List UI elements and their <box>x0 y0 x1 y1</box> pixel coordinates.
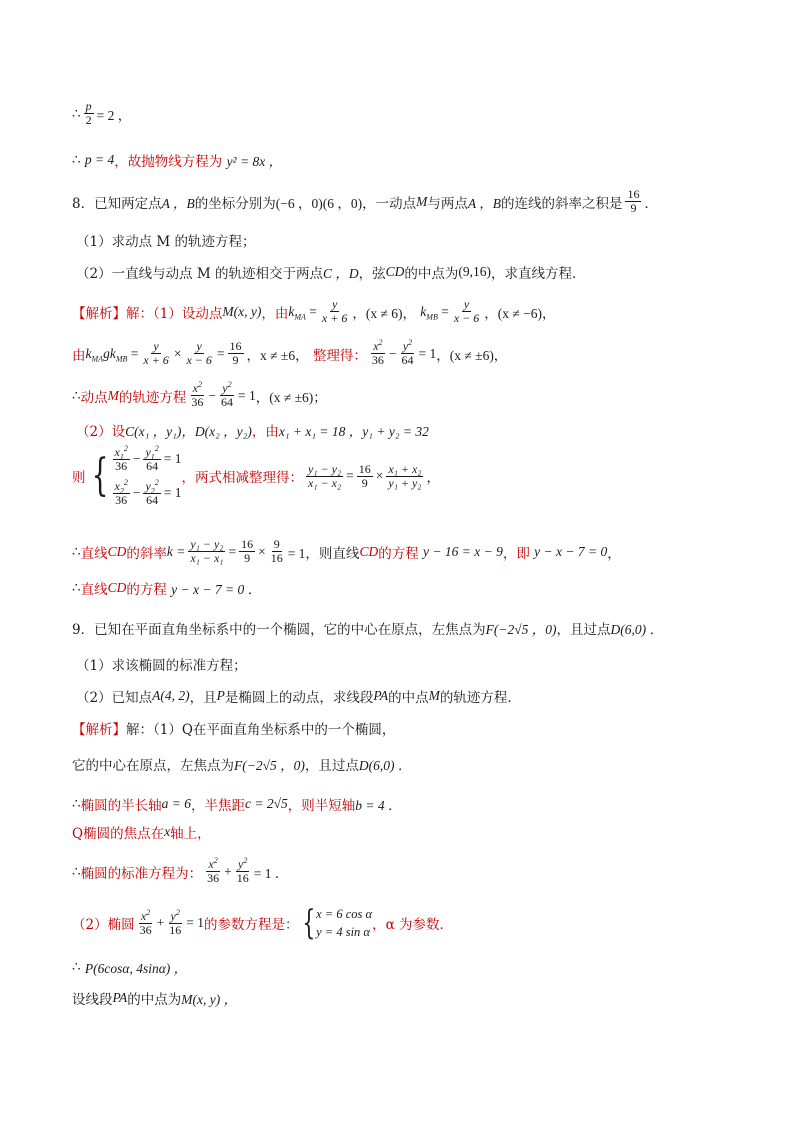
solution-tag: 【解析】 <box>72 305 126 322</box>
fraction-p-over-2: $\frac{p}{2}$ <box>85 99 92 127</box>
q9-solution-line-1: 【解析】 解：（1）Q在平面直角坐标系中的一个椭圆， <box>72 718 395 738</box>
q9-solution-line-7: ∴ P(6cosα, 4sinα) ， <box>72 959 188 976</box>
q9-solution-line-6: （2）椭圆 $\frac{x^2}{36}$ + $\frac{y^2}{16}$ = 1 的参数方程是： { x = 6 cos α y = 4 sin α ，α 为参数． <box>72 903 453 943</box>
q9-solution-line-4: Q椭圆的焦点在 x 轴上， <box>72 824 211 842</box>
solution-tag: 【解析】 <box>72 722 126 738</box>
q8-part1: （1）求动点 M 的轨迹方程； <box>76 234 256 250</box>
points-ab: A ，B <box>161 195 195 211</box>
q8-stem: 8．已知两定点 A ，B 的坐标分别为 (−6 ，0)(6 ，0) ，一动点 M 与两点 A ，B 的连线的斜率之积是 $\frac{16}{9}$ ． <box>72 187 658 215</box>
q8-solution-line-5: 则 { $\frac{x_1^2}{36}$ − $\frac{y_1^2}{64}$ = 1 $\frac{x_2^2}{36}$ − $\frac{y_2^2}{64}$ = 1 ，两式相减整理得： $\frac{\text{y₁ − y₂}}{\text{x₁ − x₂}}$ = $\frac{16}{9}$ × $\frac{\text{x₁ + x₂}}{\text{y₁ + y₂}}$ ， <box>72 443 440 507</box>
q8-stem-text: 与两点 <box>427 195 468 212</box>
coordinates: (−6 ，0)(6 ，0) <box>275 195 363 211</box>
q9-solution-line-8: 设线段 PA 的中点为 M(x, y) ， <box>72 990 238 1008</box>
q8-solution-line-3: ∴ 动点 M 的轨迹方程 $\frac{x^2}{36}$ − $\frac{y^2}{64}$ = 1 ，(x ≠ ±6)； <box>72 380 327 409</box>
q8-solution-line-6: ∴ 直线 CD 的斜率 k = $\frac{\text{y₁ − y₂}}{\text{x₁ − x₁}}$ = $\frac{16}{9}$ × $\frac{9}{16}$ = 1，则直线 CD 的方程 y − 16 = x − 9 ，即 y − x − 7 = 0 ， <box>72 537 621 565</box>
p-value: p = 4 <box>84 152 115 167</box>
q8-stem-text: ，一动点 <box>362 195 417 212</box>
slope-product-fraction: $\frac{16}{9}$ <box>627 187 640 215</box>
points-ab: A ，B <box>467 195 501 211</box>
sol7-line-1 <box>72 100 131 127</box>
q8-stem-text: 的连线的斜率之积是 <box>500 195 623 212</box>
q9-solution-line-2: 它的中心在原点，左焦点为 F(−2√5 ，0) ，且过点 D(6,0) ． <box>72 758 412 774</box>
equation-system: { $\frac{x_1^2}{36}$ − $\frac{y_1^2}{64}$ = 1 $\frac{x_2^2}{36}$ − $\frac{y_2^2}{64}$ = 1 <box>91 443 182 507</box>
q8-solution-line-1: 【解析】 解：（1）设动点 M(x, y) ，由 $k_{MA}$ = $\frac{y}{x + 6}$ ，(x ≠ 6)， $k_{MB}$ = $\frac{y}{x - 6}$ ，(x ≠ −6)， <box>72 297 556 325</box>
q8-solution-line-2: 由 $k_{MA}$ g $k_{MB}$ = $\frac{y}{x + 6}$ × $\frac{y}{x - 6}$ = $\frac{16}{9}$ ，x ≠ ±6， 整理得： $\frac{x^2}{36}$ − $\frac{y^2}{64}$ = 1 ，(x ≠ ±6)， <box>72 338 508 367</box>
q9-part1: （1）求该椭圆的标准方程； <box>76 658 247 674</box>
q8-stem-text: 8．已知两定点 <box>72 195 162 212</box>
q8-part2: （2）一直线与动点 M 的轨迹相交于两点 C ，D ，弦 CD 的中点为 (9,16) ，求直线方程． <box>76 264 586 282</box>
q9-solution-line-3: ∴ 椭圆的半长轴 a = 6 ，半焦距 c = 2√5 ，则半短轴 b = 4 ． <box>72 796 402 814</box>
point-m: M <box>416 193 428 209</box>
equation-rhs: = 2 ， <box>96 107 132 123</box>
q9-part2: （2）已知点 A(4, 2) ，且 P 是椭圆上的动点，求线段 PA 的中点 M 的轨迹方程． <box>76 688 521 706</box>
q9-solution-line-5: ∴ 椭圆的标准方程为： $\frac{x^2}{36}$ + $\frac{y^2}{16}$ = 1 ． <box>72 856 289 885</box>
q8-stem-text: 的坐标分别为 <box>194 195 276 212</box>
sol7-text: ，故抛物线方程为 <box>114 154 223 170</box>
therefore-symbol: ∴ <box>72 105 81 121</box>
parabola-equation: y² = 8x ， <box>226 154 283 169</box>
q8-solution-line-7: ∴ 直线 CD 的方程 y − x − 7 = 0 ． <box>72 580 262 598</box>
parametric-system: { x = 6 cos α y = 4 sin α <box>302 903 373 943</box>
q8-solution-line-4: （2）设 C(x₁ ，y₁)，D(x₂ ，y₂) ，由 x₁ + x₁ = 18 ，y₁ + y₂ = 32 <box>76 424 429 440</box>
q9-stem: 9．已知在平面直角坐标系中的一个椭圆，它的中心在原点，左焦点为 F(−2√5 ，0) ，且过点 D(6,0) ． <box>72 622 663 638</box>
sol7-line-2 <box>72 150 282 170</box>
therefore-symbol: ∴ <box>72 152 81 167</box>
